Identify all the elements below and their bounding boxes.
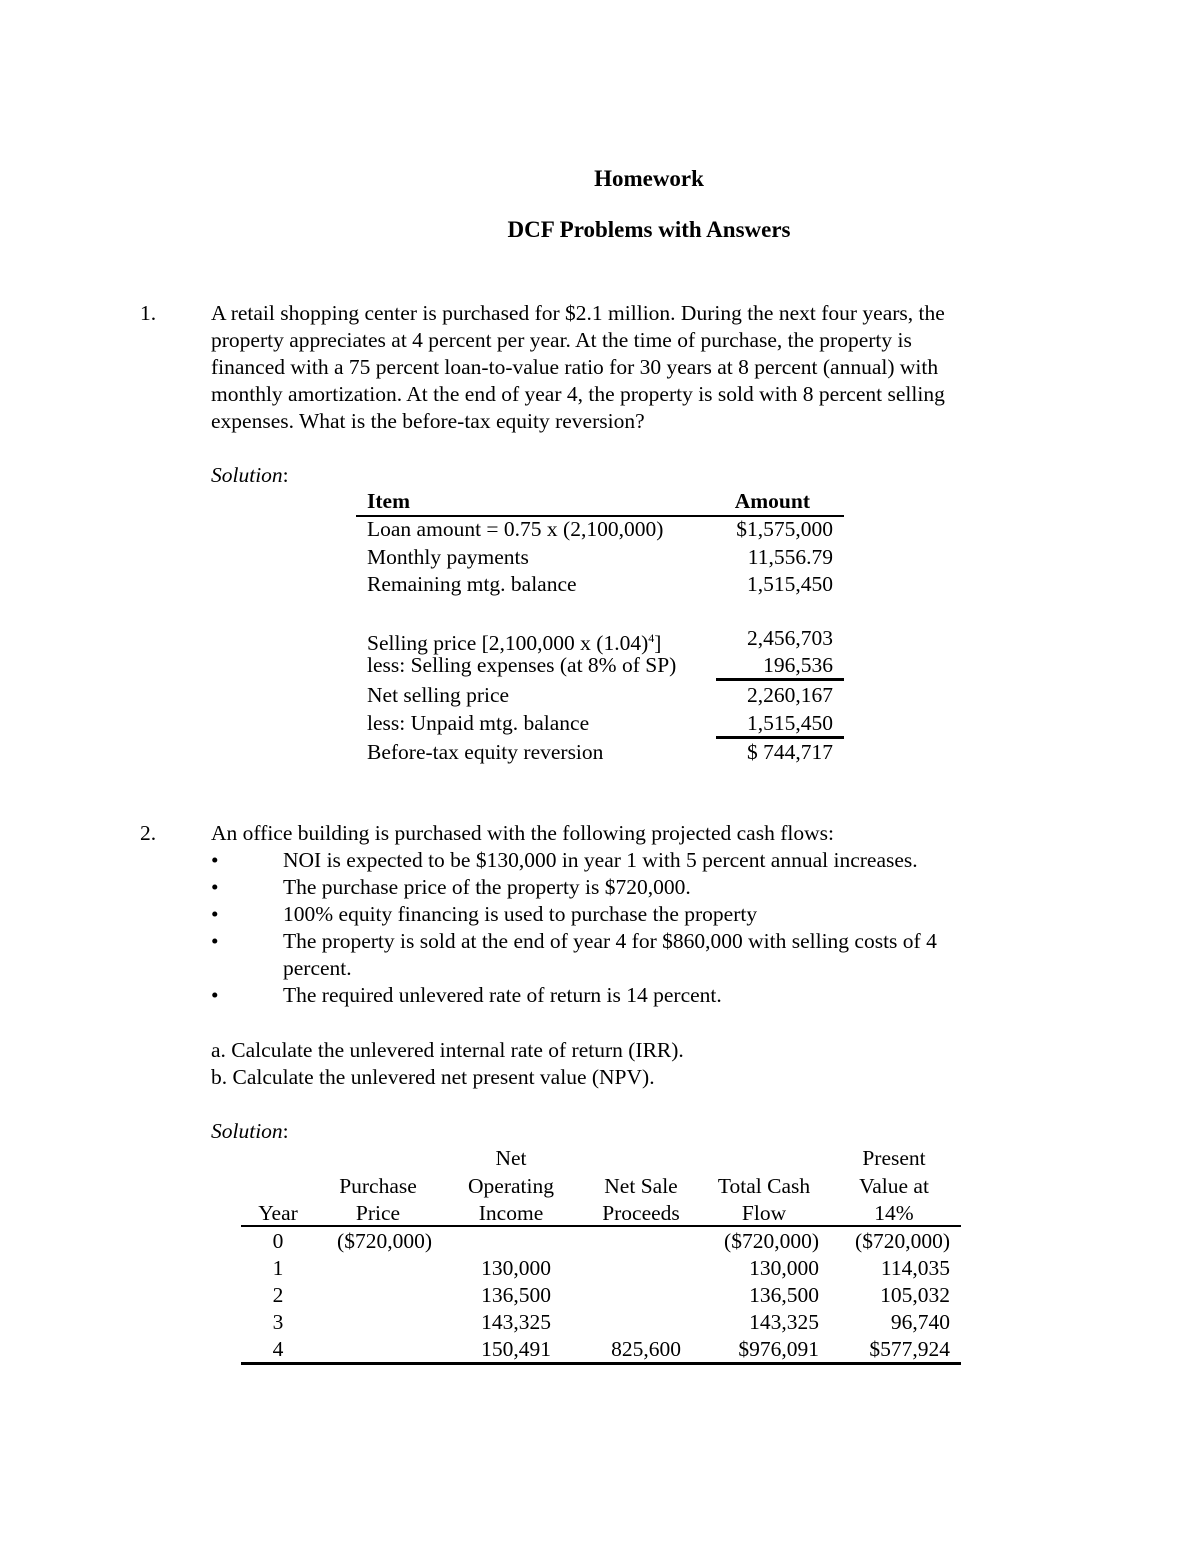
cell-noi: 150,491 [481,1337,551,1361]
header-noi: Income [478,1201,544,1225]
row-amount: 11,556.79 [747,545,833,569]
cell-total: $976,091 [738,1337,819,1361]
table-row [356,710,844,737]
cell-pv: 114,035 [880,1256,950,1280]
cash-flow-table [241,1143,961,1373]
row-item: Before-tax equity reversion [367,740,604,764]
solution-label-text: Solution [211,463,283,487]
cell-pv: 105,032 [880,1283,950,1307]
header-total: Total Cash [717,1174,811,1198]
bullet-marker: • [211,929,219,953]
bullet-text: The required unlevered rate of return is 14 percent. [283,983,722,1007]
bullet-text: 100% equity financing is used to purchase the property [283,902,758,926]
solution-label-colon: : [282,463,289,487]
header-pv: 14% [874,1201,914,1225]
row-amount: $1,575,000 [736,517,833,541]
header-underline [241,1225,961,1227]
row-item: less: Selling expenses (at 8% of SP) [367,653,677,677]
header-noi: Operating [468,1174,554,1198]
table-row [356,739,844,766]
row-item: less: Unpaid mtg. balance [367,711,590,735]
row-item-exponent: 4 [648,631,655,645]
problem-2-number: 2. [140,821,157,845]
cell-pv: $577,924 [869,1337,950,1361]
cell-noi: 143,325 [481,1310,551,1334]
page-subtitle: DCF Problems with Answers [507,217,791,242]
table-row [356,625,844,656]
cell-year: 3 [272,1310,284,1334]
table-bottom-rule [241,1362,961,1365]
cell-pv: 96,740 [890,1310,950,1334]
bullet-marker: • [211,848,219,872]
header-sale: Net Sale [604,1174,678,1198]
row-amount: 1,515,450 [747,711,833,735]
header-noi: Net [495,1146,527,1170]
row-amount: 2,456,703 [747,626,833,650]
subtotal-rule [716,678,844,681]
problem-1-text [211,300,1041,435]
problem-1-number: 1. [140,301,157,325]
question-b: b. Calculate the unlevered net present value (NPV). [211,1065,655,1089]
table-header-row [356,488,844,515]
problem-1-line: monthly amortization. At the end of year 4, the property is sold with 8 percent selling [211,382,945,406]
table-row [356,652,844,679]
header-amount: Amount [734,489,810,513]
problem-1-line: property appreciates at 4 percent per year. At the time of purchase, the property is [211,328,912,352]
solution-label-text: Solution [211,1119,283,1143]
table-row [356,571,844,598]
page-title: Homework [594,166,704,191]
cell-noi: 136,500 [481,1283,551,1307]
header-pv: Present [862,1146,926,1170]
cell-pv: ($720,000) [855,1229,950,1253]
cell-year: 4 [272,1337,284,1361]
problem-1-line: financed with a 75 percent loan-to-value ratio for 30 years at 8 percent (annual) with [211,355,939,379]
row-amount: 196,536 [763,653,833,677]
row-item: Monthly payments [367,545,529,569]
cell-noi: 130,000 [481,1256,551,1280]
bullet-marker: • [211,902,219,926]
row-item-prefix: Selling price [2,100,000 x (1.04) [367,631,649,656]
row-amount: $ 744,717 [747,740,833,764]
row-amount: 1,515,450 [747,572,833,596]
table-row [356,516,844,543]
header-year: Year [258,1201,298,1225]
table-row [356,682,844,709]
bullet-marker: • [211,983,219,1007]
row-item: Net selling price [367,683,510,707]
row-item-suffix: ] [654,631,662,656]
cell-total: 130,000 [749,1256,819,1280]
cell-sale: 825,600 [611,1337,681,1361]
cell-total: 136,500 [749,1283,819,1307]
bullet-marker: • [211,875,219,899]
problem-2-intro: An office building is purchased with the following projected cash flows: [211,821,834,845]
problem-2-solution-label [211,1118,289,1145]
question-a: a. Calculate the unlevered internal rate of return (IRR). [211,1038,684,1062]
row-item: Remaining mtg. balance [367,572,577,596]
cell-year: 1 [272,1256,284,1280]
row-item: Loan amount = 0.75 x (2,100,000) [367,517,664,541]
header-sale: Proceeds [602,1201,680,1225]
header-total: Flow [741,1201,787,1225]
bullet-text: The property is sold at the end of year 4 for $860,000 with selling costs of 4 [283,929,937,953]
row-amount: 2,260,167 [747,683,833,707]
header-item: Item [367,489,410,513]
problem-1-solution-label [211,462,289,489]
cell-total: 143,325 [749,1310,819,1334]
solution-label-colon: : [282,1119,289,1143]
cell-total: ($720,000) [724,1229,819,1253]
bullet-text: NOI is expected to be $130,000 in year 1 with 5 percent annual increases. [283,848,918,872]
header-purchase: Purchase [339,1174,417,1198]
cell-year: 2 [272,1283,284,1307]
problem-1-line: A retail shopping center is purchased for $2.1 million. During the next four years, the [211,301,945,325]
header-purchase: Price [355,1201,401,1225]
cell-purchase: ($720,000) [337,1229,432,1253]
cell-year: 0 [272,1229,284,1253]
table-row [356,544,844,571]
bullet-text: The purchase price of the property is $720,000. [283,875,691,899]
header-pv: Value at [859,1174,929,1198]
problem-1-line: expenses. What is the before-tax equity reversion? [211,409,645,433]
bullet-text: percent. [283,956,352,980]
